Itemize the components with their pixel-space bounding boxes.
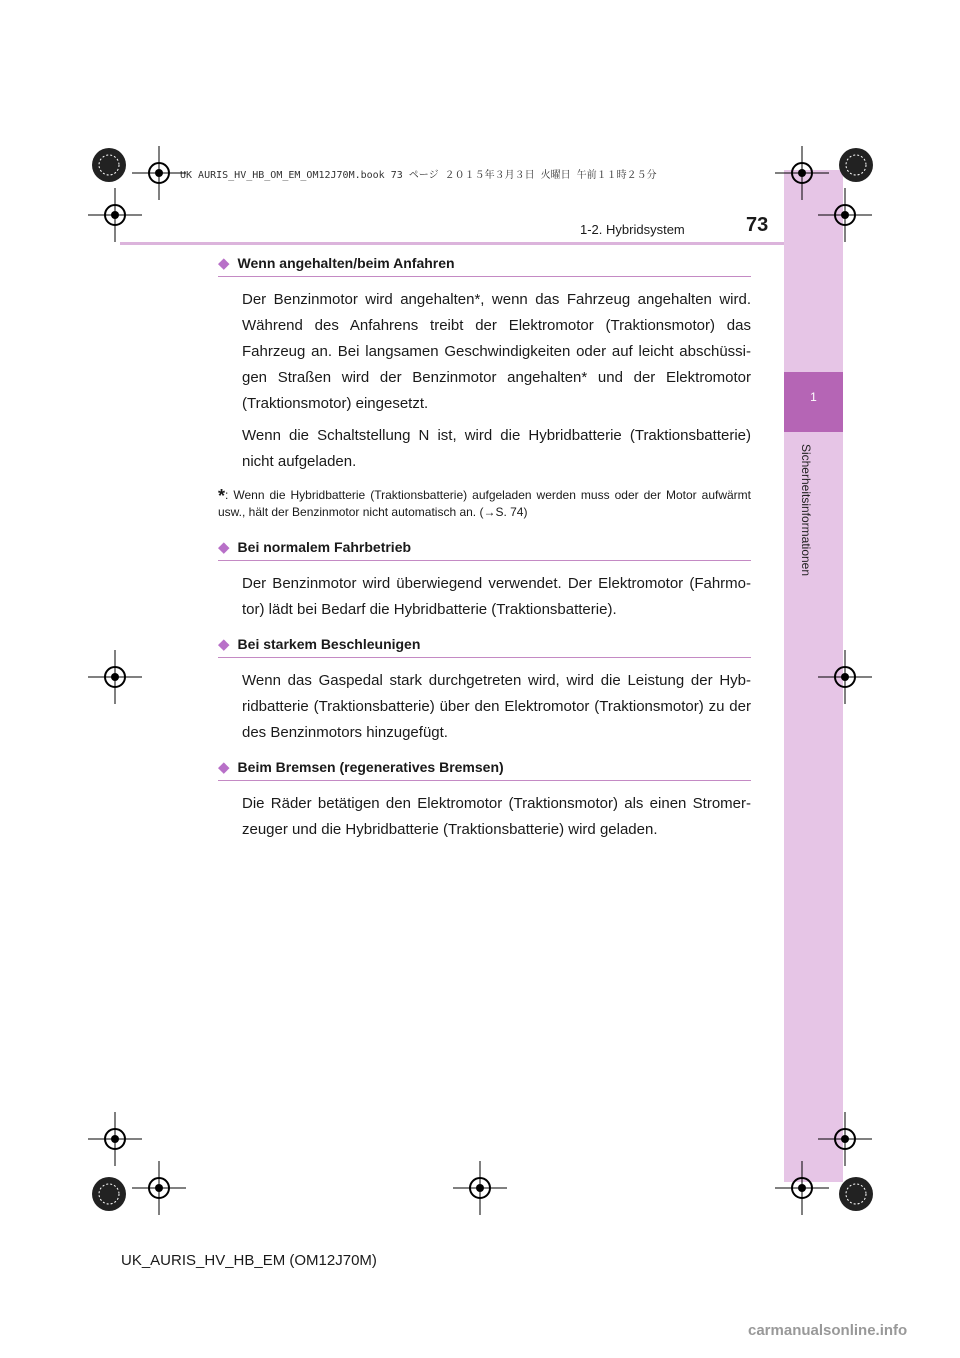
section-acceleration bbox=[218, 635, 751, 746]
paragraph: Die Räder betätigen den Elektromotor (Traktionsmotor) als einen Stromer-zeuger und die Hybridbatterie (Traktionsbatterie) wird geladen. bbox=[242, 795, 751, 838]
footnote-text: : Wenn die Hybridbatterie (Traktionsbatterie) aufgeladen werden muss oder der Motor aufwärmt usw., hält der Benzinmotor nicht automatisch an. (→S. 74) bbox=[218, 488, 751, 519]
paragraph: Wenn die Schaltstellung N ist, wird die Hybridbatterie (Traktionsbatterie) nicht aufgeladen. bbox=[242, 427, 751, 470]
diamond-icon: ◆ bbox=[218, 759, 230, 776]
footnote bbox=[218, 487, 751, 520]
diamond-icon: ◆ bbox=[218, 636, 230, 653]
heading-text: Wenn angehalten/beim Anfahren bbox=[237, 255, 455, 271]
footer-doc-id: UK_AURIS_HV_HB_EM (OM12J70M) bbox=[121, 1252, 377, 1269]
heading-text: Bei normalem Fahrbetrieb bbox=[237, 539, 412, 555]
heading-text: Beim Bremsen (regeneratives Bremsen) bbox=[237, 759, 504, 775]
diamond-icon: ◆ bbox=[218, 255, 230, 272]
content bbox=[218, 254, 751, 855]
paragraph: Der Benzinmotor wird überwiegend verwendet. Der Elektromotor (Fahrmo-tor) lädt bei Bedarf die Hybridbatterie (Traktionsbatterie). bbox=[242, 575, 751, 618]
registration-mark-icon bbox=[132, 1161, 186, 1215]
watermark: carmanualsonline.info bbox=[748, 1322, 908, 1339]
section-heading bbox=[218, 635, 751, 658]
corner-target-icon bbox=[836, 1174, 876, 1214]
paragraph: Wenn das Gaspedal stark durchgetreten wird, wird die Leistung der Hyb-ridbatterie (Traktionsbatterie) über den Elektromotor (Traktionsmotor) zu der des Benzinmotors hinzugefügt. bbox=[242, 672, 751, 741]
registration-mark-icon bbox=[775, 1161, 829, 1215]
section-heading bbox=[218, 538, 751, 561]
header-rule bbox=[120, 242, 784, 245]
section-heading bbox=[218, 254, 751, 277]
section-title: 1-2. Hybridsystem bbox=[580, 222, 685, 237]
registration-mark-icon bbox=[818, 650, 872, 704]
section-heading bbox=[218, 758, 751, 781]
registration-mark-icon bbox=[132, 146, 186, 200]
registration-mark-icon bbox=[775, 146, 829, 200]
registration-mark-icon bbox=[88, 1112, 142, 1166]
registration-mark-icon bbox=[88, 650, 142, 704]
chapter-label: Sicherheitsinformationen bbox=[799, 443, 813, 577]
registration-mark-icon bbox=[818, 1112, 872, 1166]
registration-mark-icon bbox=[453, 1161, 507, 1215]
paragraph: Der Benzinmotor wird angehalten*, wenn das Fahrzeug angehalten wird. Während des Anfahrens treibt der Elektromotor (Traktionsmotor) das Fahrzeug an. Bei langsamen Geschwindigkeiten oder auf leicht abschüssi-gen Straßen wird der Benzinmotor angehalten* und der Elektromotor (Traktionsmotor) eingesetzt. bbox=[242, 291, 751, 412]
corner-target-icon bbox=[89, 1174, 129, 1214]
section-braking bbox=[218, 758, 751, 843]
footnote-marker: * bbox=[218, 486, 226, 506]
chapter-number: 1 bbox=[810, 390, 817, 404]
page-number: 73 bbox=[746, 214, 769, 236]
diamond-icon: ◆ bbox=[218, 539, 230, 556]
section-stop-start bbox=[218, 254, 751, 475]
heading-text: Bei starkem Beschleunigen bbox=[237, 636, 421, 652]
corner-target-icon bbox=[836, 145, 876, 185]
corner-target-icon bbox=[89, 145, 129, 185]
print-header: UK AURIS_HV_HB_OM_EM_OM12J70M.book 73 ページ ２０１５年３月３日 火曜日 午前１１時２５分 bbox=[180, 170, 657, 181]
section-normal-driving bbox=[218, 538, 751, 623]
